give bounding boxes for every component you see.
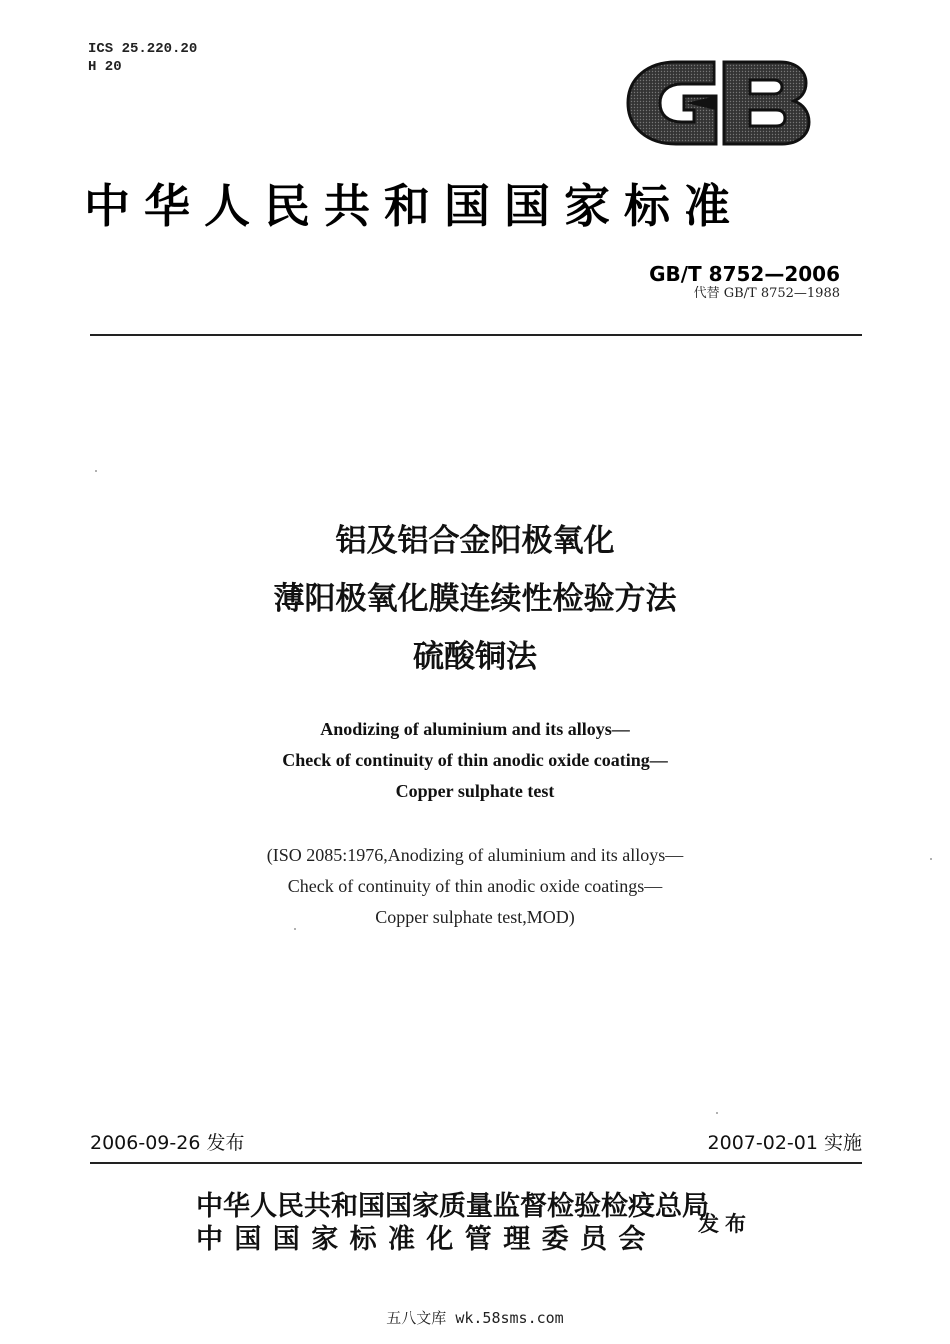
issuer-line-2: 中 国 国 家 标 准 化 管 理 委 员 会 xyxy=(196,1224,647,1255)
scan-speck xyxy=(95,470,97,472)
iso-reference-line-3: Copper sulphate test,MOD) xyxy=(375,907,575,927)
header-divider xyxy=(90,334,862,336)
footer-source: 五八文库 wk.58sms.com xyxy=(386,1309,564,1327)
ccs-code: H 20 xyxy=(88,59,122,75)
title-en-line-1: Anodizing of aluminium and its alloys— xyxy=(320,719,630,739)
title-cn-line-2: 薄阳极氧化膜连续性检验方法 xyxy=(273,581,677,617)
national-standard-heading: 中华人民共和国国家标准 xyxy=(84,179,744,233)
title-en-line-3: Copper sulphate test xyxy=(395,781,555,801)
title-en-line-2: Check of continuity of thin anodic oxide coating— xyxy=(282,750,668,770)
replaces-standard: 代替 GB/T 8752—1988 xyxy=(693,286,840,301)
iso-reference-line-2: Check of continuity of thin anodic oxide coatings— xyxy=(287,876,663,896)
issue-date: 2006-09-26 发布 xyxy=(90,1132,245,1154)
ics-code: ICS 25.220.20 xyxy=(88,41,198,57)
implementation-date: 2007-02-01 实施 xyxy=(707,1132,862,1154)
issued-by-label: 发布 xyxy=(698,1212,752,1236)
scan-speck xyxy=(930,858,932,860)
footer-divider xyxy=(90,1162,862,1164)
classification-codes xyxy=(88,40,197,76)
title-cn-line-1: 铝及铝合金阳极氧化 xyxy=(335,523,615,559)
standard-number: GB/T 8752—2006 xyxy=(649,262,840,286)
scan-speck xyxy=(294,928,296,930)
gb-logo-icon xyxy=(624,58,812,148)
iso-reference-line-1: (ISO 2085:1976,Anodizing of aluminium and its alloys— xyxy=(266,845,684,865)
scan-speck xyxy=(716,1112,718,1114)
issuer-line-1: 中华人民共和国国家质量监督检验检疫总局 xyxy=(196,1191,709,1222)
title-cn-line-3: 硫酸铜法 xyxy=(413,639,537,675)
